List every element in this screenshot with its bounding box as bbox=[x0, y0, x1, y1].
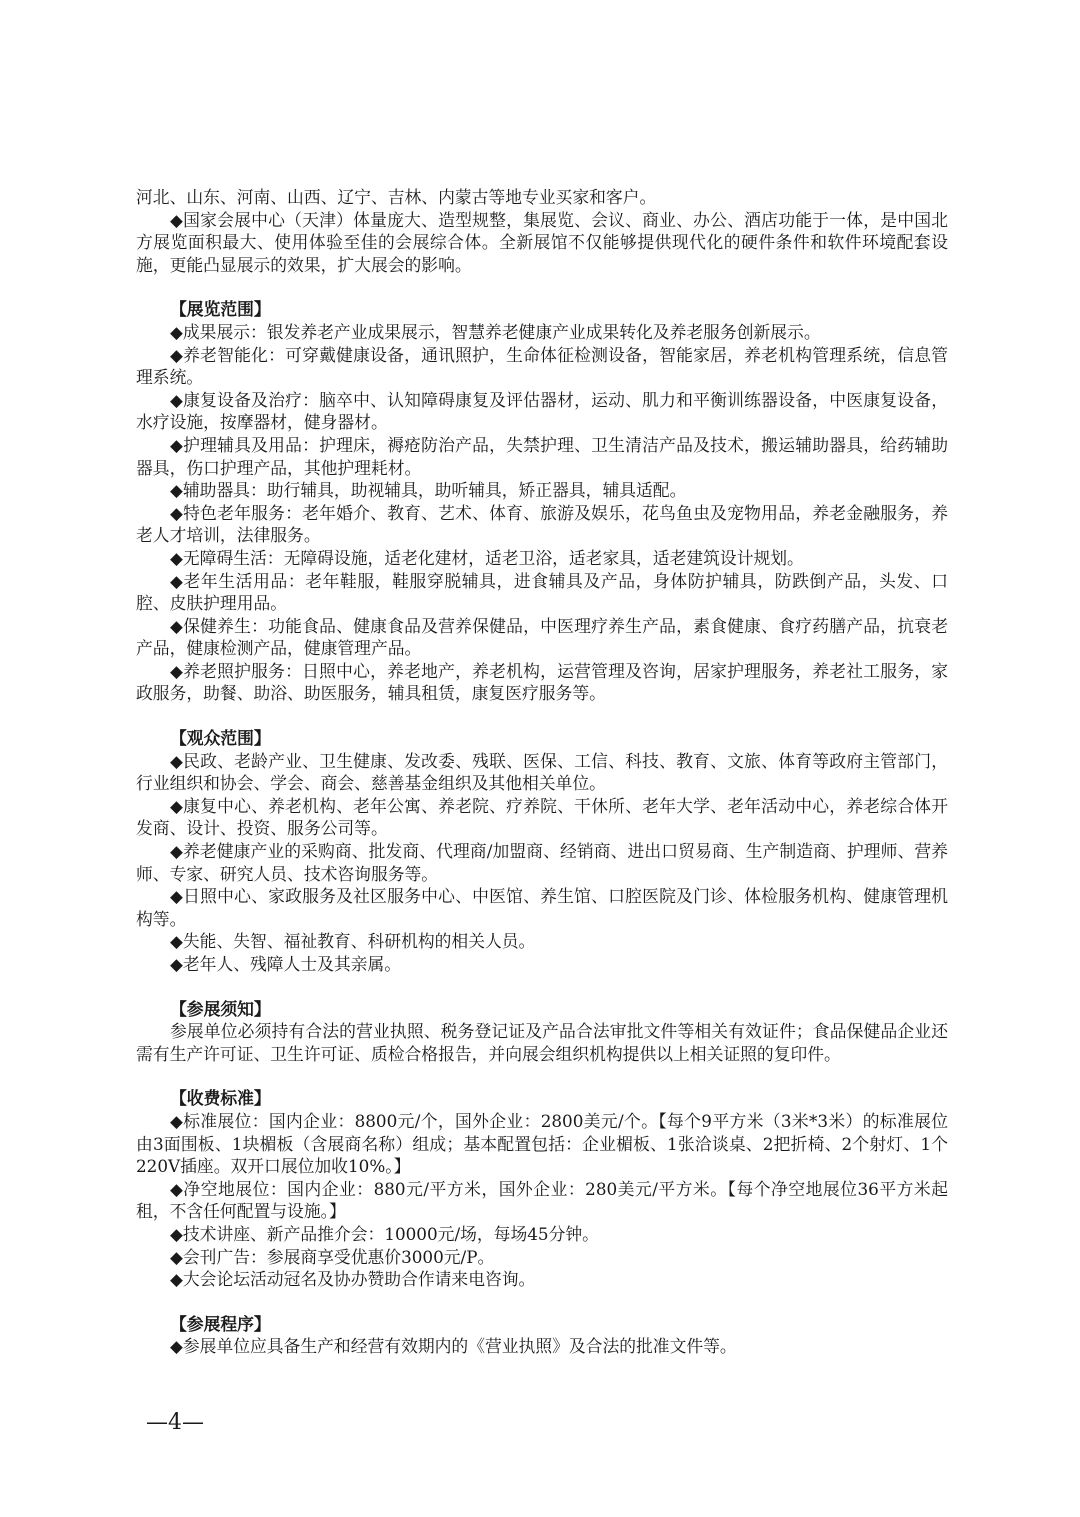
fee-item: ◆技术讲座、新产品推介会：10000元/场，每场45分钟。 bbox=[170, 1223, 599, 1244]
audience-item: ◆日照中心、家政服务及社区服务中心、中医馆、养生馆、口腔医院及门诊、体检服务机构、健康管理机构等。 bbox=[136, 886, 948, 929]
exhibit-item: ◆老年生活用品：老年鞋服，鞋服穿脱辅具，进食辅具及产品，身体防护辅具，防跌倒产品，头发、口腔、皮肤护理用品。 bbox=[136, 570, 948, 614]
audience-item: ◆康复中心、养老机构、老年公寓、养老院、疗养院、干休所、老年大学、老年活动中心，养老综合体开发商、设计、投资、服务公司等。 bbox=[136, 795, 948, 839]
fee-item: ◆净空地展位：国内企业：880元/平方米，国外企业：280美元/平方米。【每个净空地展位36平方米起租，不含任何配置与设施。】 bbox=[136, 1178, 948, 1222]
audience-item: ◆养老健康产业的采购商、批发商、代理商/加盟商、经销商、进出口贸易商、生产制造商、护理师、营养师、专家、研究人员、技术咨询服务等。 bbox=[136, 841, 948, 884]
exhibit-item: ◆康复设备及治疗：脑卒中、认知障碍康复及评估器材，运动、肌力和平衡训练器设备，中医康复设备，水疗设施，按摩器材，健身器材。 bbox=[136, 389, 948, 433]
exhibit-item: ◆护理辅具及用品：护理床，褥疮防治产品，失禁护理、卫生清洁产品及技术，搬运辅助器具，给药辅助器具，伤口护理产品，其他护理耗材。 bbox=[136, 434, 948, 478]
section-heading-procedure: 【参展程序】 bbox=[170, 1313, 271, 1334]
exhibit-item: ◆养老照护服务：日照中心，养老地产，养老机构，运营管理及咨询，居家护理服务，养老社工服务，家政服务，助餐、助浴、助医服务，辅具租赁，康复医疗服务等。 bbox=[136, 660, 948, 704]
fee-item: ◆大会论坛活动冠名及协办赞助合作请来电咨询。 bbox=[170, 1269, 536, 1290]
exhibit-item: ◆保健养生：功能食品、健康食品及营养保健品，中医理疗养生产品，素食健康、食疗药膳产品，抗衰老产品，健康检测产品，健康管理产品。 bbox=[136, 615, 948, 659]
audience-item: ◆失能、失智、福祉教育、科研机构的相关人员。 bbox=[170, 931, 536, 952]
section-heading-notice: 【参展须知】 bbox=[170, 998, 271, 1019]
section-heading-audience: 【观众范围】 bbox=[170, 728, 271, 749]
exhibit-item: ◆特色老年服务：老年婚介、教育、艺术、体育、旅游及娱乐，花鸟鱼虫及宠物用品，养老金融服务，养老人才培训，法律服务。 bbox=[136, 502, 948, 546]
audience-item: ◆老年人、残障人士及其亲属。 bbox=[170, 954, 402, 974]
document-body bbox=[136, 186, 948, 1358]
audience-item: ◆民政、老龄产业、卫生健康、发改委、残联、医保、工信、科技、教育、文旅、体育等政府主管部门，行业组织和协会、学会、商会、慈善基金组织及其他相关单位。 bbox=[136, 750, 948, 794]
procedure-item: ◆参展单位应具备生产和经营有效期内的《营业执照》及合法的批准文件等。 bbox=[170, 1336, 737, 1357]
exhibit-item: ◆无障碍生活：无障碍设施，适老化建材，适老卫浴，适老家具，适老建筑设计规划。 bbox=[170, 547, 804, 568]
intro-line: 河北、山东、河南、山西、辽宁、吉林、内蒙古等地专业买家和客户。 bbox=[136, 187, 657, 207]
exhibit-item: ◆养老智能化：可穿戴健康设备，通讯照护，生命体征检测设备，智能家居，养老机构管理系统，信息管理系统。 bbox=[136, 344, 948, 388]
fee-item: ◆会刊广告：参展商享受优惠价3000元/P。 bbox=[170, 1246, 495, 1267]
fee-item: ◆标准展位：国内企业：8800元/个，国外企业：2800美元/个。【每个9平方米（3米*3米）的标准展位由3面围板、1块楣板（含展商名称）组成；基本配置包括：企业楣板、1张洽谈桌、2把折椅、2个射灯、1个220V插座。双开口展位加收10%。】 bbox=[136, 1110, 948, 1177]
notice-paragraph: 参展单位必须持有合法的营业执照、税务登记证及产品合法审批文件等相关有效证件；食品保健品企业还需有生产许可证、卫生许可证、质检合格报告，并向展会组织机构提供以上相关证照的复印件。 bbox=[136, 1021, 948, 1064]
exhibit-item: ◆辅助器具：助行辅具，助视辅具，助听辅具，矫正器具，辅具适配。 bbox=[170, 480, 687, 501]
exhibit-item: ◆成果展示：银发养老产业成果展示，智慧养老健康产业成果转化及养老服务创新展示。 bbox=[170, 321, 821, 342]
intro-paragraph: ◆国家会展中心（天津）体量庞大、造型规整，集展览、会议、商业、办公、酒店功能于一体，是中国北方展览面积最大、使用体验至佳的会展综合体。全新展馆不仅能够提供现代化的硬件条件和软件环境配套设施，更能凸显展示的效果，扩大展会的影响。 bbox=[136, 209, 948, 275]
section-heading-exhibit-scope: 【展览范围】 bbox=[170, 299, 271, 320]
section-heading-fees: 【收费标准】 bbox=[170, 1088, 271, 1109]
page-number: —4— bbox=[146, 1410, 204, 1435]
